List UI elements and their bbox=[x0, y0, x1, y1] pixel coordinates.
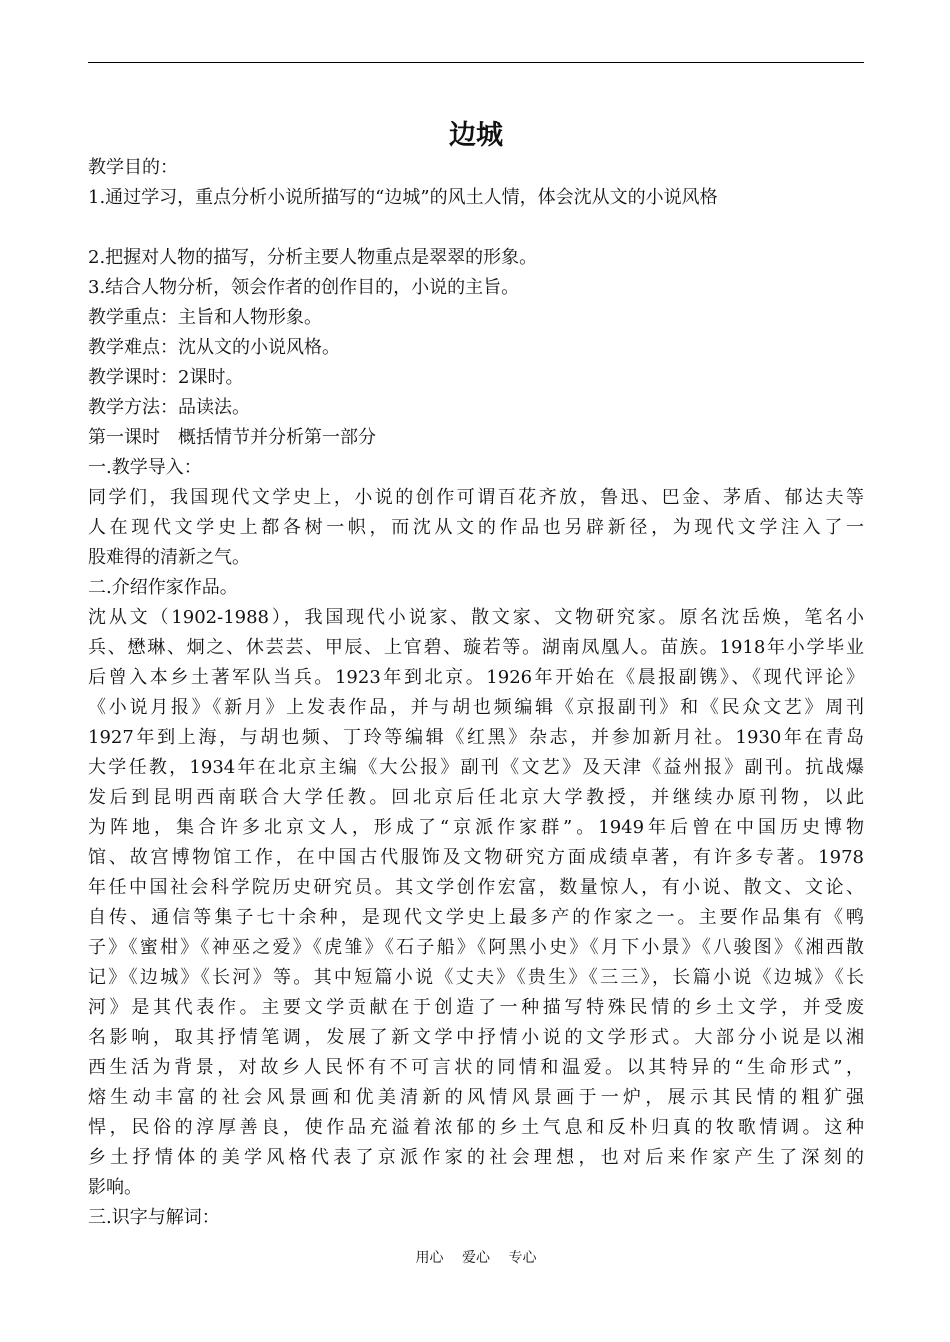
text-line: 2.把握对人物的描写，分析主要人物重点是翠翠的形象。 bbox=[88, 247, 538, 268]
text-line: 名影响，取其抒情笔调，发展了新文学中抒情小说的文学形式。大部分小说是以湘 bbox=[88, 1027, 864, 1048]
text-line: 馆、故宫博物馆工作，在中国古代服饰及文物研究方面成绩卓著，有许多专著。1978 bbox=[88, 847, 864, 868]
text-line: 第一课时 概括情节并分析第一部分 bbox=[88, 427, 376, 448]
text-line: 河》是其代表作。主要文学贡献在于创造了一种描写特殊民情的乡土文学，并受废 bbox=[88, 997, 864, 1018]
text-line: 二.介绍作家作品。 bbox=[88, 577, 238, 598]
text-line: 人在现代文学史上都各树一帜，而沈从文的作品也另辟新径，为现代文学注入了一 bbox=[88, 517, 864, 538]
text-line: 1.通过学习，重点分析小说所描写的“边城”的风土人情，体会沈从文的小说风格 bbox=[88, 187, 718, 208]
document-body bbox=[88, 153, 864, 1233]
text-line: 教学课时：2课时。 bbox=[88, 367, 244, 388]
page-title: 边城 bbox=[449, 120, 503, 151]
text-line: 教学重点：主旨和人物形象。 bbox=[88, 307, 322, 328]
text-line: 悍，民俗的淳厚善良，使作品充溢着浓郁的乡土气息和反朴归真的牧歌情调。这种 bbox=[88, 1117, 864, 1138]
text-line: 《小说月报》《新月》上发表作品，并与胡也频编辑《京报副刊》和《民众文艺》周刊 bbox=[88, 697, 864, 718]
text-line: 熔生动丰富的社会风景画和优美清新的风情风景画于一炉，展示其民情的粗犷强 bbox=[88, 1087, 864, 1108]
text-line: 沈从文（1902-1988），我国现代小说家、散文家、文物研究家。原名沈岳焕，笔名小 bbox=[88, 607, 864, 628]
text-line: 教学难点：沈从文的小说风格。 bbox=[88, 337, 340, 358]
text-line: 一.教学导入： bbox=[88, 457, 202, 478]
text-line: 兵、懋琳、炯之、休芸芸、甲辰、上官碧、璇若等。湖南凤凰人。苗族。1918年小学毕业 bbox=[88, 637, 864, 658]
page-footer: 用心 爱心 专心 bbox=[415, 1250, 537, 1266]
text-line: 年任中国社会科学院历史研究员。其文学创作宏富，数量惊人，有小说、散文、文论、 bbox=[88, 877, 864, 898]
text-line: 1927年到上海，与胡也频、丁玲等编辑《红黑》杂志，并参加新月社。1930年在青岛 bbox=[88, 727, 864, 748]
text-line: 股难得的清新之气。 bbox=[88, 547, 250, 568]
text-line: 教学方法：品读法。 bbox=[88, 397, 250, 418]
text-line: 同学们，我国现代文学史上，小说的创作可谓百花齐放，鲁迅、巴金、茅盾、郁达夫等 bbox=[88, 487, 864, 508]
text-line: 记》《边城》《长河》等。其中短篇小说《丈夫》《贵生》《三三》，长篇小说《边城》《长 bbox=[88, 967, 864, 988]
text-line: 三.识字与解词： bbox=[88, 1207, 220, 1228]
text-line: 子》《蜜柑》《神巫之爱》《虎雏》《石子船》《阿黑小史》《月下小景》《八骏图》《湘西散 bbox=[88, 937, 864, 958]
text-line: 大学任教，1934年在北京主编《大公报》副刊《文艺》及天津《益州报》副刊。抗战爆 bbox=[88, 757, 864, 778]
text-line: 教学目的： bbox=[88, 157, 178, 178]
text-line: 乡土抒情体的美学风格代表了京派作家的社会理想，也对后来作家产生了深刻的 bbox=[88, 1147, 864, 1168]
text-line: 3.结合人物分析，领会作者的创作目的，小说的主旨。 bbox=[88, 277, 520, 298]
blank-line bbox=[88, 213, 864, 243]
header-rule bbox=[88, 62, 864, 63]
text-line: 影响。 bbox=[88, 1177, 142, 1198]
text-line: 自传、通信等集子七十余种，是现代文学史上最多产的作家之一。主要作品集有《鸭 bbox=[88, 907, 864, 928]
text-line: 为阵地，集合许多北京文人，形成了“京派作家群”。1949年后曾在中国历史博物 bbox=[88, 817, 864, 838]
text-line: 发后到昆明西南联合大学任教。回北京后任北京大学教授，并继续办原刊物，以此 bbox=[88, 787, 864, 808]
text-line: 后曾入本乡土著军队当兵。1923年到北京。1926年开始在《晨报副镌》、《现代评论》 bbox=[88, 667, 864, 688]
text-line: 西生活为背景，对故乡人民怀有不可言状的同情和温爱。以其特异的“生命形式”， bbox=[88, 1057, 864, 1078]
